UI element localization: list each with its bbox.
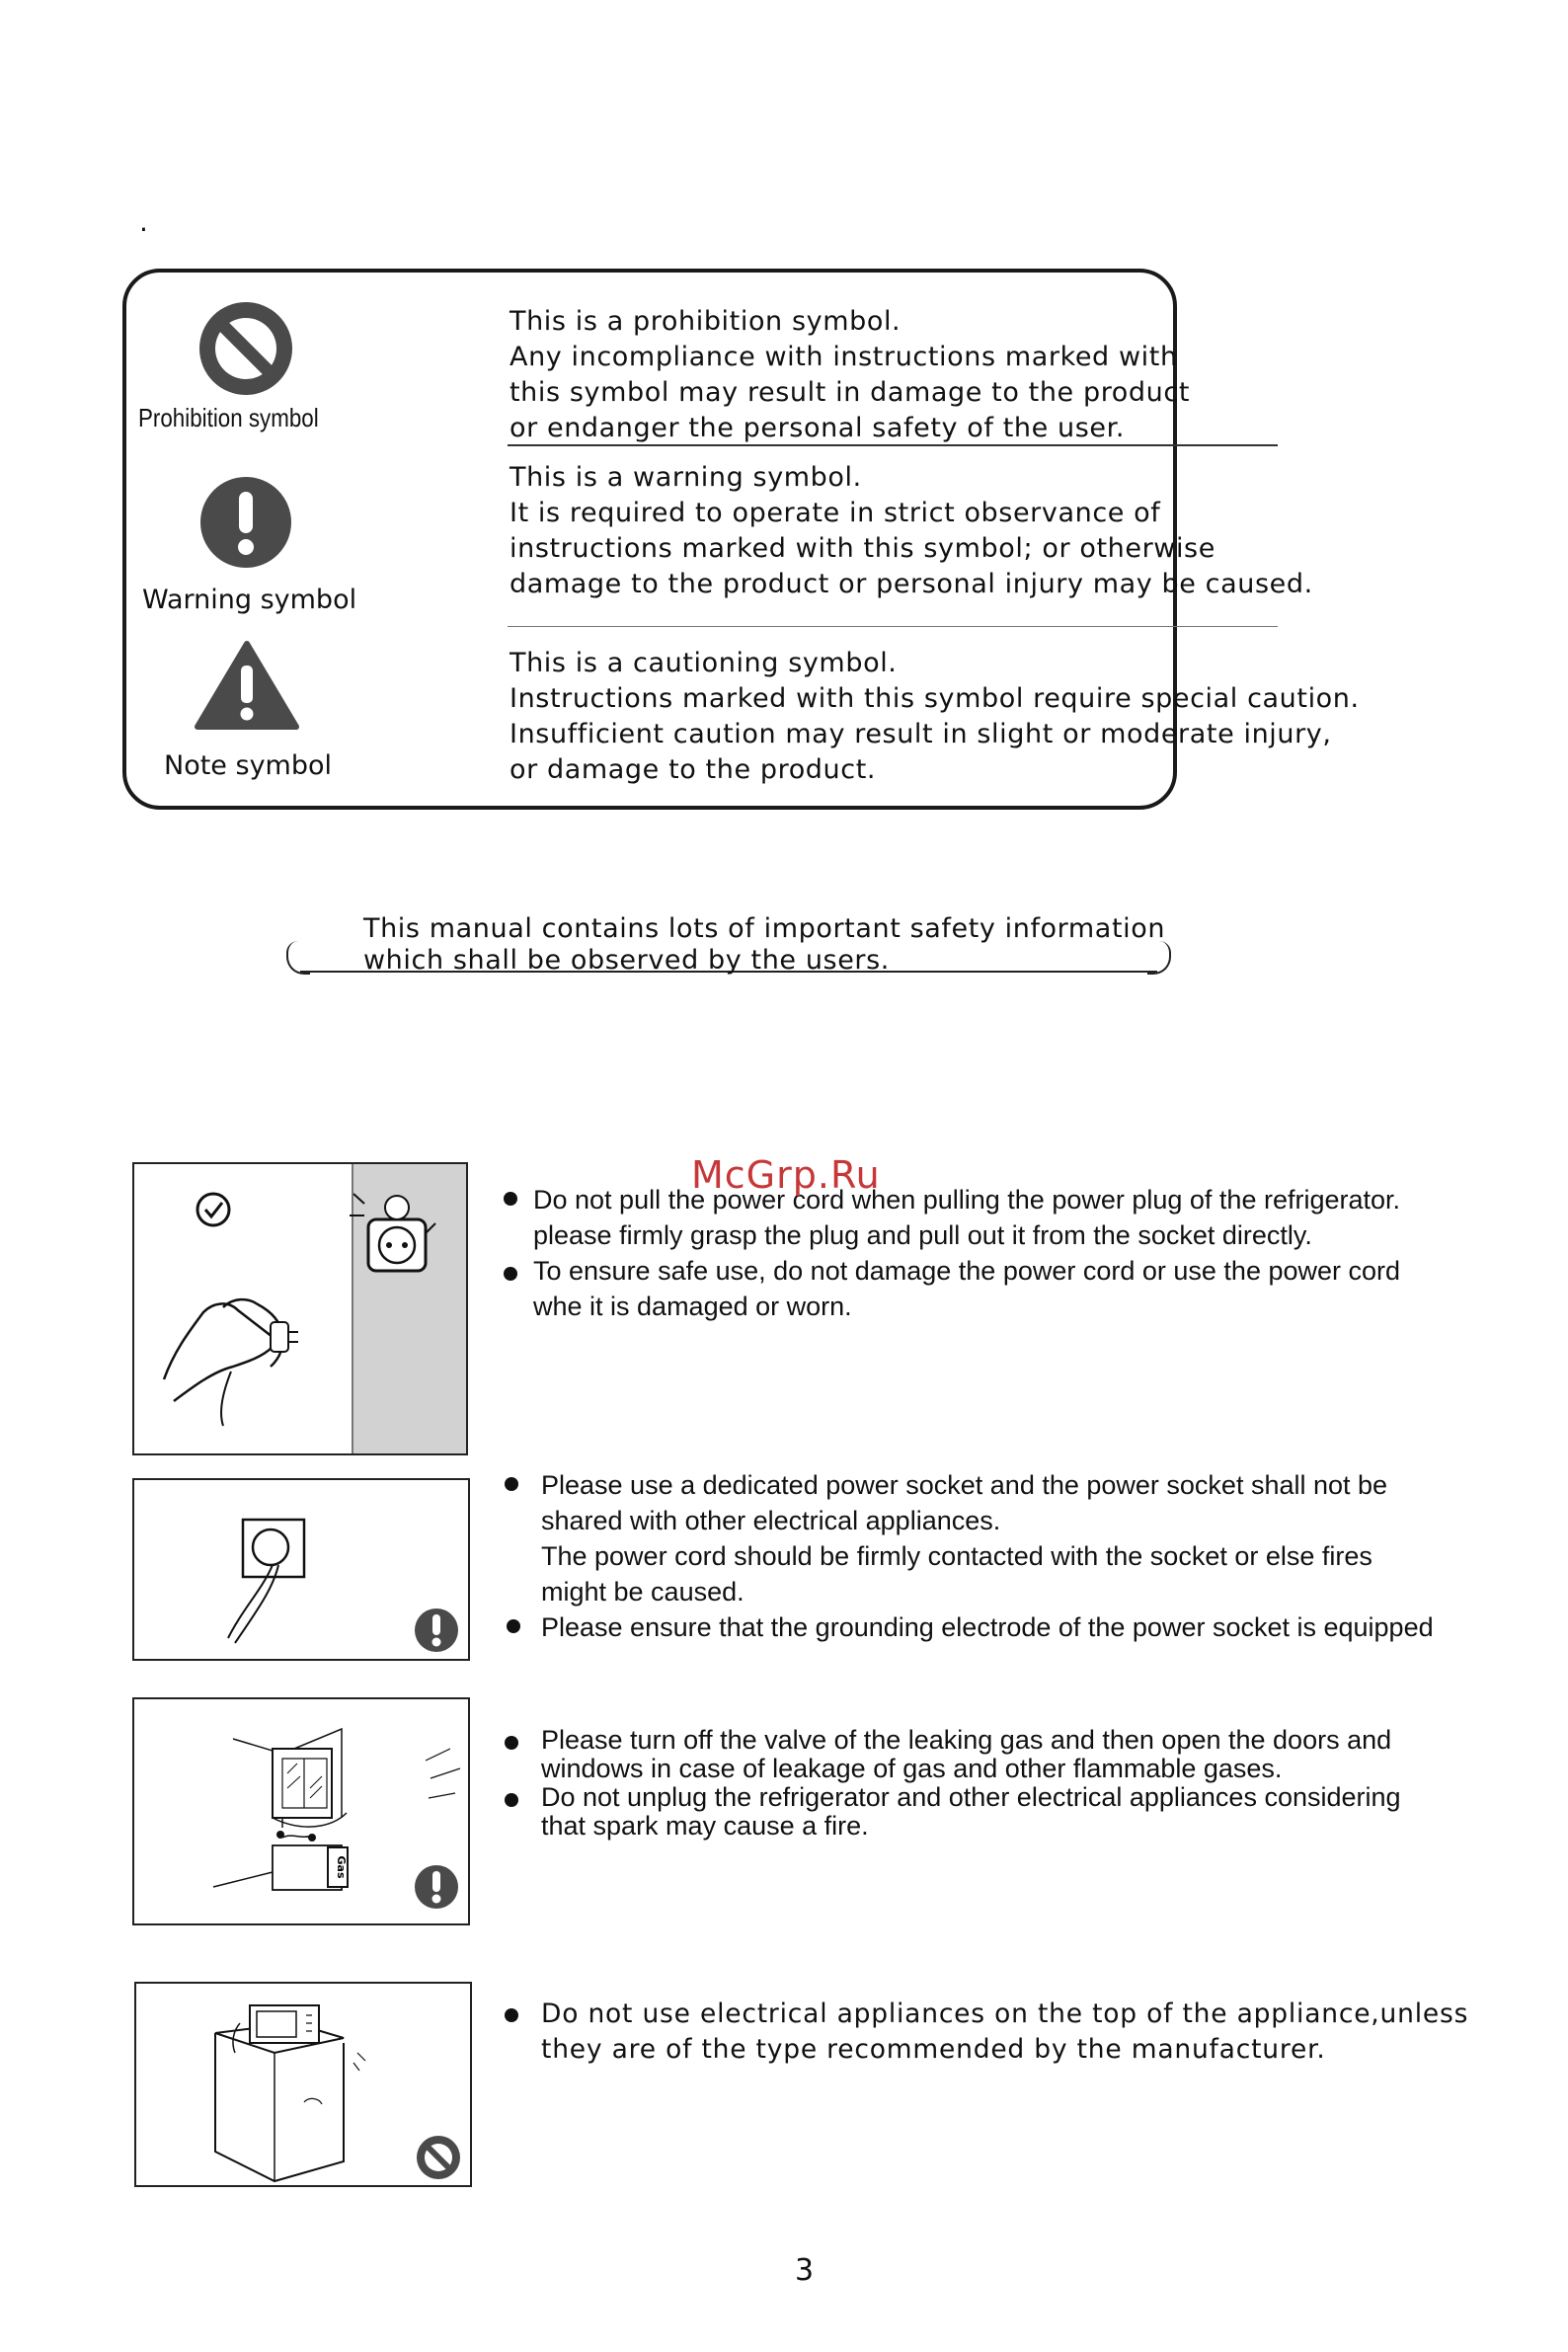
text-line: This is a warning symbol.: [510, 462, 862, 493]
text-line: Do not unplug the refrigerator and other electrical appliances considering: [541, 1782, 1401, 1812]
text-line: or damage to the product.: [510, 754, 877, 785]
bullet: [505, 1736, 518, 1750]
text-line: It is required to operate in strict observance of: [510, 498, 1161, 528]
banner-bracket-left: [286, 941, 310, 975]
text-line: The power cord should be firmly contacted with the socket or else fires: [541, 1541, 1372, 1571]
text-line: windows in case of leakage of gas and other flammable gases.: [541, 1754, 1283, 1783]
gas-leak-kitchen-illustration: [132, 1697, 470, 1925]
watermark: McGrp.Ru: [691, 1153, 881, 1197]
legend-divider: [508, 444, 1278, 446]
banner-text: [363, 913, 1165, 977]
warning-symbol-label: Warning symbol: [142, 585, 357, 615]
text-line: which shall be observed by the users.: [363, 945, 890, 976]
bullet: [507, 1619, 520, 1633]
safety-row-3-text: [541, 1726, 1401, 1841]
list-item: [541, 1726, 1401, 1783]
legend-divider: [508, 626, 1278, 627]
safety-row-1-text: [533, 1182, 1400, 1324]
bullet: [505, 2008, 518, 2022]
list-item: [541, 1783, 1401, 1841]
text-line: This manual contains lots of important safety information: [363, 913, 1166, 944]
gas-tank-label: Gas: [335, 1855, 348, 1879]
text-line: Please ensure that the grounding electrode of the power socket is equipped: [541, 1612, 1434, 1642]
text-line: Please turn off the valve of the leaking gas and then open the doors and: [541, 1725, 1392, 1755]
text-line: that spark may cause a fire.: [541, 1811, 869, 1841]
note-symbol-label: Note symbol: [164, 750, 333, 781]
checkmark-circle-icon: [197, 1194, 229, 1225]
text-line: please firmly grasp the plug and pull out it from the socket directly.: [533, 1220, 1312, 1250]
text-line: this symbol may result in damage to the product: [510, 377, 1191, 408]
bullet: [505, 1793, 518, 1807]
safety-row-2-text: [541, 1467, 1434, 1645]
text-line: Do not use electrical appliances on the top of the appliance,unless: [541, 1999, 1469, 2029]
warning-description: [510, 460, 1313, 602]
bullet: [504, 1192, 517, 1206]
prohibition-icon: [197, 300, 294, 397]
list-item: [533, 1182, 1400, 1253]
text-line: Please use a dedicated power socket and the power socket shall not be: [541, 1470, 1388, 1500]
page-number: 3: [795, 2253, 815, 2288]
hand-pulling-plug-illustration: [132, 1162, 468, 1455]
text-line: whe it is damaged or worn.: [533, 1292, 852, 1321]
bullet: [505, 1477, 518, 1491]
stray-mark: .: [139, 205, 148, 238]
prohibition-symbol-label: Prohibition symbol: [138, 403, 319, 432]
text-line: This is a prohibition symbol.: [510, 306, 902, 337]
warning-icon: [415, 1865, 458, 1909]
text-line: they are of the type recommended by the manufacturer.: [541, 2034, 1326, 2065]
text-line: damage to the product or personal injury may be caused.: [510, 569, 1313, 599]
text-line: Insufficient caution may result in slight or moderate injury,: [510, 719, 1332, 749]
symbol-legend-box: [122, 269, 1360, 810]
prohibition-description: [510, 304, 1190, 446]
text-line: shared with other electrical appliances.: [541, 1506, 1001, 1535]
safety-info-banner: [286, 913, 1171, 976]
text-line: or endanger the personal safety of the user.: [510, 413, 1125, 443]
text-line: instructions marked with this symbol; or otherwise: [510, 533, 1215, 564]
list-item: [541, 1609, 1434, 1645]
text-line: might be caused.: [541, 1577, 745, 1607]
text-line: Instructions marked with this symbol require special caution.: [510, 683, 1360, 714]
text-line: Do not pull the power cord when pulling the power plug of the refrigerator.: [533, 1185, 1401, 1215]
text-line: Any incompliance with instructions marked with: [510, 342, 1178, 372]
text-line: To ensure safe use, do not damage the power cord or use the power cord: [533, 1256, 1401, 1286]
list-item: [541, 1997, 1468, 2068]
text-line: This is a cautioning symbol.: [510, 648, 898, 678]
list-item: [533, 1253, 1400, 1324]
caution-description: [510, 646, 1360, 788]
list-item: [541, 1467, 1434, 1609]
prohibition-icon: [417, 2136, 460, 2179]
wall-socket-illustration: [132, 1478, 470, 1661]
microwave-on-fridge-illustration: [134, 1982, 472, 2187]
caution-triangle-icon: [194, 640, 300, 731]
bullet: [504, 1267, 517, 1281]
warning-icon: [415, 1608, 458, 1652]
warning-icon: [199, 476, 292, 569]
safety-row-4-text: [541, 1997, 1468, 2068]
